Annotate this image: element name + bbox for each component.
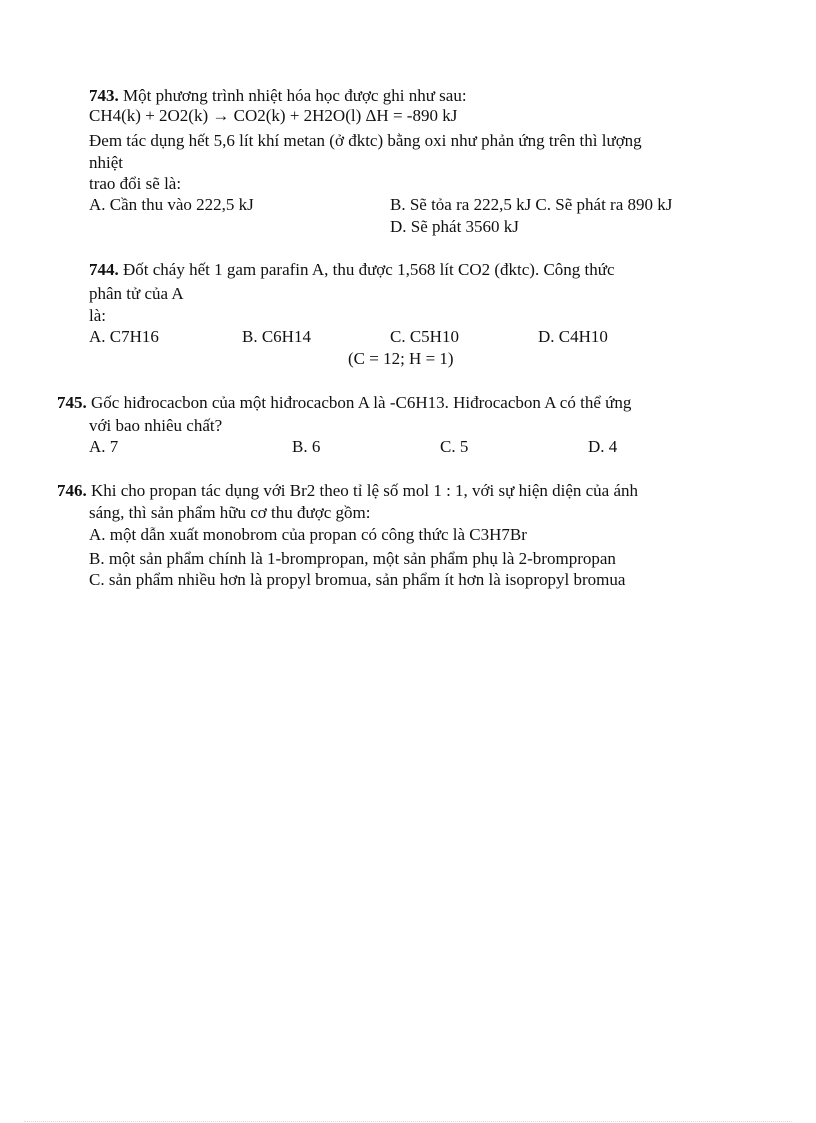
q746-option-a: A. một dẫn xuất monobrom của propan có công thức là C3H7Br — [89, 525, 527, 544]
q745-number: 745. — [57, 393, 87, 412]
q744-text-line2: phân tử của A — [89, 284, 184, 303]
q744-option-c: C. C5H10 — [390, 327, 459, 346]
q745-prompt: Gốc hiđrocacbon của một hiđrocacbon A là -C6H13. Hiđrocacbon A có thể ứng — [86, 393, 632, 412]
q746-number: 746. — [57, 481, 87, 500]
q743-prompt: Một phương trình nhiệt hóa học được ghi như sau: — [118, 86, 467, 105]
q743-number: 743. — [89, 86, 119, 105]
q744-number: 744. — [89, 260, 119, 279]
q743-text-line2: nhiệt — [89, 153, 123, 172]
q746-option-c: C. sản phẩm nhiều hơn là propyl bromua, sản phẩm ít hơn là isopropyl bromua — [89, 570, 626, 589]
q746-option-b: B. một sản phẩm chính là 1-brompropan, một sản phẩm phụ là 2-brompropan — [89, 549, 616, 568]
q743-option-d: D. Sẽ phát 3560 kJ — [390, 217, 519, 236]
q743-equation: CH4(k) + 2O2(k) → CO2(k) + 2H2O(l) ΔH = -890 kJ — [89, 106, 458, 125]
q745-option-a: A. 7 — [89, 437, 119, 456]
q746-text-line2: sáng, thì sản phẩm hữu cơ thu được gồm: — [89, 503, 371, 522]
q744-option-a: A. C7H16 — [89, 327, 159, 346]
q746-heading — [57, 481, 638, 501]
q745-option-d: D. 4 — [588, 437, 618, 456]
q745-text-line2: với bao nhiêu chất? — [89, 416, 223, 435]
q743-text-line1: Đem tác dụng hết 5,6 lít khí metan (ở đktc) bằng oxi như phản ứng trên thì lượng — [89, 131, 642, 150]
q743-heading — [89, 86, 467, 106]
q743-option-bc: B. Sẽ tỏa ra 222,5 kJ C. Sẽ phát ra 890 kJ — [390, 195, 673, 214]
q745-option-b: B. 6 — [292, 437, 321, 456]
q744-option-b: B. C6H14 — [242, 327, 311, 346]
q744-prompt: Đốt cháy hết 1 gam parafin A, thu được 1,568 lít CO2 (đktc). Công thức — [118, 260, 615, 279]
q746-prompt: Khi cho propan tác dụng với Br2 theo tỉ lệ số mol 1 : 1, với sự hiện diện của ánh — [86, 481, 639, 500]
q745-option-c: C. 5 — [440, 437, 469, 456]
q744-text-line3: là: — [89, 306, 106, 325]
q745-heading — [57, 393, 631, 413]
q744-option-d: D. C4H10 — [538, 327, 608, 346]
q744-atomic-mass-note: (C = 12; H = 1) — [348, 349, 454, 368]
q743-text-line3: trao đổi sẽ là: — [89, 174, 182, 193]
page-bottom-divider — [24, 1121, 792, 1122]
q743-option-a: A. Cần thu vào 222,5 kJ — [89, 195, 254, 214]
q744-heading — [89, 260, 615, 280]
